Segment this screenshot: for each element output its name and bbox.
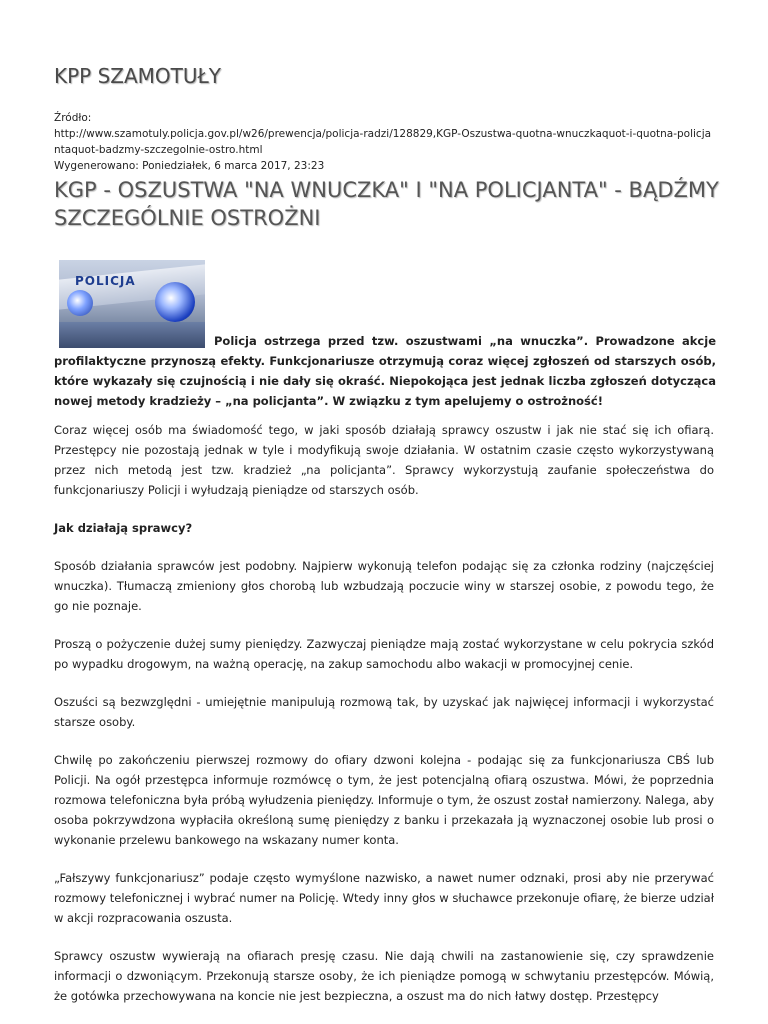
article-lead	[54, 331, 716, 411]
site-title: KPP SZAMOTUŁY	[54, 64, 221, 88]
paragraph-6: „Fałszywy funkcjonariusz” podaje często wymyślone nazwisko, a nawet numer odznaki, prosi aby nie przerywać rozmowy telefonicznej i wybrać numer na Policję. Wtedy inny głos w słuchawce przekonuje ofiarę, że bierze udział w akcji rozpracowania oszusta.	[54, 871, 714, 925]
paragraph-2: Sposób działania sprawców jest podobny. Najpierw wykonują telefon podając się za członka rodziny (najczęściej wnuczka). Tłumaczą zmieniony głos chorobą lub wzbudzają poczucie winy w starszej osobie, z powodu tego, że go nie poznaje.	[54, 559, 714, 613]
blue-lamp-left	[67, 290, 93, 316]
source-label: Źródło:	[54, 112, 92, 124]
generated-date: Wygenerowano: Poniedziałek, 6 marca 2017, 23:23	[54, 160, 325, 172]
article-body	[54, 420, 714, 1024]
article-title: KGP - OSZUSTWA "NA WNUCZKA" I "NA POLICJANTA" - BĄDŹMY SZCZEGÓLNIE OSTROŻNI	[54, 178, 719, 230]
police-sign-text: POLICJA	[75, 274, 136, 288]
paragraph-7: Sprawcy oszustw wywierają na ofiarach presję czasu. Nie dają chwili na zastanowienie się, czy sprawdzenie informacji o dzwoniącym. Przekonują starsze osoby, że ich pieniądze pomogą w schwytaniu przestępców. Mówią, że gotówka przechowywana na koncie nie jest bezpieczna, a oszust ma do nich łatwy dostęp. Przestępcy	[54, 949, 714, 1003]
source-meta	[54, 110, 724, 174]
source-url-line-1[interactable]: http://www.szamotuly.policja.gov.pl/w26/prewencja/policja-radzi/128829,KGP-Oszustwa-quotna-wnuczkaquot-i-quotna-policja	[54, 128, 712, 140]
article-lead-text: Policja ostrzega przed tzw. oszustwami „na wnuczka”. Prowadzone akcje profilaktyczne przynoszą efekty. Funkcjonariusze otrzymują coraz więcej zgłoszeń od starszych osób, które wykazały się czujnością i nie dały się okraść. Niepokojąca jest jednak liczba zgłoszeń dotycząca nowej metody kradzieży – „na policjanta”. W związku z tym apelujemy o ostrożność!	[54, 334, 716, 408]
paragraph-5: Chwilę po zakończeniu pierwszej rozmowy do ofiary dzwoni kolejna - podając się za funkcjonariusza CBŚ lub Policji. Na ogół przestępca informuje rozmówcę o tym, że jest potencjalną ofiarą oszustwa. Mówi, że poprzednia rozmowa telefoniczna była próbą wyłudzenia pieniędzy. Informuje o tym, że oszust został namierzony. Nalega, aby osoba pokrzywdzona wypłaciła określoną sumę pieniędzy z banku i przekazała ją wyznaczonej osobie lub prosi o wykonanie przelewu bankowego na wskazany numer konta.	[54, 753, 715, 847]
source-url-line-2[interactable]: ntaquot-badzmy-szczegolnie-ostro.html	[54, 144, 263, 156]
paragraph-1: Coraz więcej osób ma świadomość tego, w jaki sposób działają sprawcy oszustw i jak nie stać się ich ofiarą. Przestępcy nie pozostają jednak w tyle i modyfikują swoje działania. W ostatnim czasie często wykorzystywaną przez nich metodą jest tzw. kradzież „na policjanta”. Sprawcy wykorzystują zaufanie społeczeństwa do funkcjonariuszy Policji i wyłudzają pieniądze od starszych osób.	[54, 423, 714, 497]
section-heading: Jak działają sprawcy?	[54, 521, 193, 535]
paragraph-4: Oszuści są bezwzględni - umiejętnie manipulują rozmową tak, by uzyskać jak najwięcej informacji i wykorzystać starsze osoby.	[54, 695, 714, 729]
blue-lamp-right	[155, 282, 195, 322]
paragraph-3: Proszą o pożyczenie dużej sumy pieniędzy. Zazwyczaj pieniądze mają zostać wykorzystane w celu pokrycia szkód po wypadku drogowym, na ważną operację, na zakup samochodu albo wakacji w promocyjnej cenie.	[54, 637, 714, 671]
